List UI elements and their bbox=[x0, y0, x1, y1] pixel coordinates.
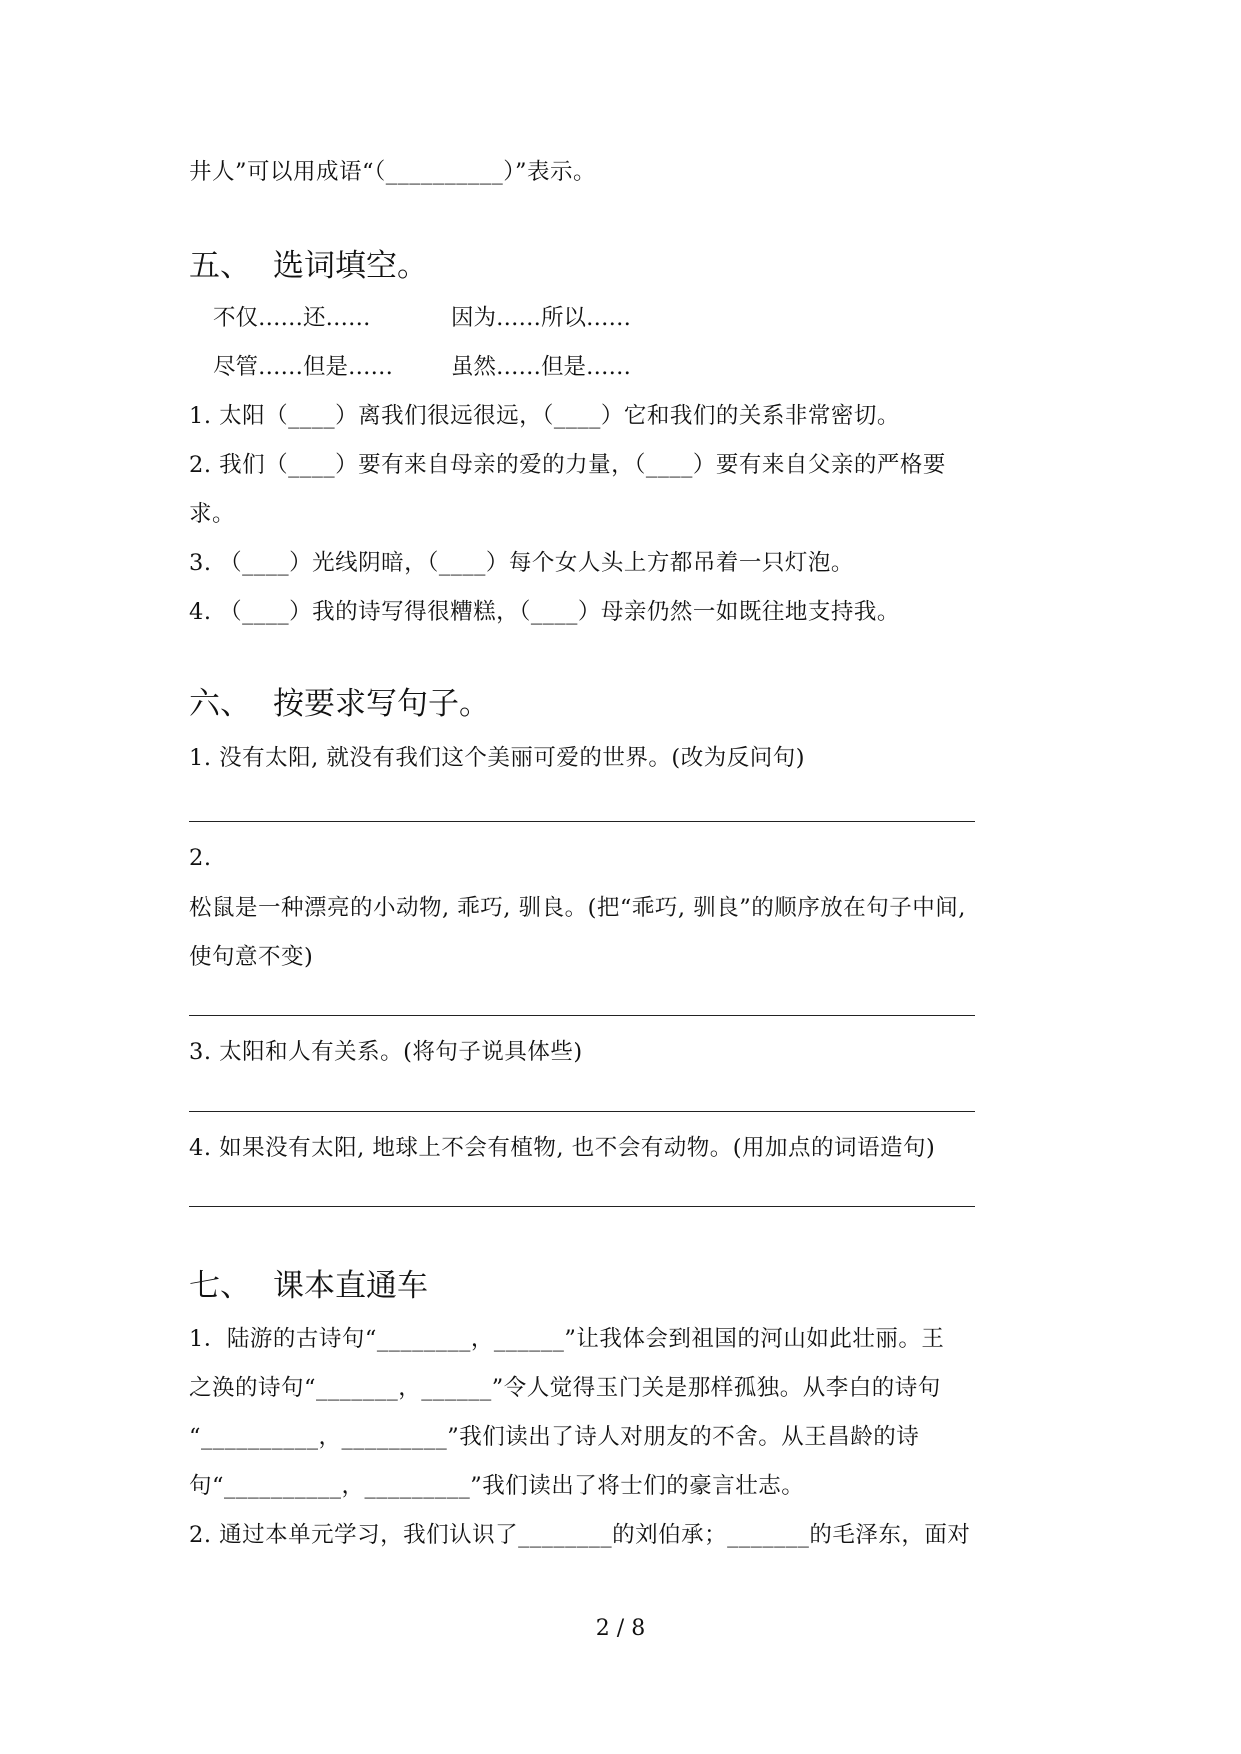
section-5-number: 五、 bbox=[189, 248, 251, 284]
answer-line[interactable] bbox=[189, 1015, 975, 1016]
section-5-title: 选词填空。 bbox=[273, 248, 428, 284]
question-7-1: 1．陆游的古诗句“________，______”让我体会到祖国的河山如此壮丽。王 bbox=[189, 1326, 945, 1352]
question-7-1-continued: “__________，_________”我们读出了诗人对朋友的不舍。从王昌龄的诗 bbox=[189, 1424, 920, 1450]
section-7-heading bbox=[189, 1266, 428, 1306]
section-6-title: 按要求写句子。 bbox=[273, 686, 490, 722]
word-option: 尽管……但是…… bbox=[213, 354, 394, 380]
word-option: 因为……所以…… bbox=[451, 305, 632, 331]
section-7-title: 课本直通车 bbox=[273, 1268, 428, 1304]
question-6-4: 4. 如果没有太阳, 地球上不会有植物, 也不会有动物。(用加点的词语造句) bbox=[189, 1135, 936, 1161]
question-7-1-continued: 句“__________，_________”我们读出了将士们的豪言壮志。 bbox=[189, 1473, 805, 1499]
question-6-1: 1. 没有太阳, 就没有我们这个美丽可爱的世界。(改为反问句) bbox=[189, 745, 805, 771]
question-5-2: 2. 我们（____）要有来自母亲的爱的力量，（____）要有来自父亲的严格要 bbox=[189, 452, 946, 478]
question-5-2-continued: 求。 bbox=[189, 501, 236, 527]
question-5-3: 3. （____）光线阴暗，（____）每个女人头上方都吊着一只灯泡。 bbox=[189, 550, 854, 576]
section-7-number: 七、 bbox=[189, 1268, 251, 1304]
question-5-1: 1. 太阳（____）离我们很远很远，（____）它和我们的关系非常密切。 bbox=[189, 403, 900, 429]
answer-line[interactable] bbox=[189, 1206, 975, 1207]
answer-line[interactable] bbox=[189, 1111, 975, 1112]
section-5-heading bbox=[189, 246, 428, 286]
section-6-heading bbox=[189, 684, 490, 724]
question-6-2-number: 2. bbox=[189, 845, 212, 871]
section-6-number: 六、 bbox=[189, 686, 251, 722]
question-6-2: 松鼠是一种漂亮的小动物, 乖巧, 驯良。(把“乖巧, 驯良”的顺序放在句子中间, bbox=[189, 895, 966, 921]
question-7-2: 2. 通过本单元学习，我们认识了________的刘伯承；_______的毛泽东，面对 bbox=[189, 1522, 971, 1548]
word-option: 不仅……还…… bbox=[213, 305, 371, 331]
page-number: 2 / 8 bbox=[595, 1616, 646, 1641]
question-7-1-continued: 之涣的诗句“_______，______”令人觉得玉门关是那样孤独。从李白的诗句 bbox=[189, 1375, 941, 1401]
question-5-4: 4. （____）我的诗写得很糟糕，（____）母亲仍然一如既往地支持我。 bbox=[189, 599, 900, 625]
answer-line[interactable] bbox=[189, 821, 975, 822]
question-6-2-continued: 使句意不变) bbox=[189, 944, 314, 970]
word-option: 虽然……但是…… bbox=[451, 354, 632, 380]
question-6-3: 3. 太阳和人有关系。(将句子说具体些) bbox=[189, 1039, 583, 1065]
carryover-line: 井人”可以用成语“（__________）”表示。 bbox=[189, 159, 597, 185]
